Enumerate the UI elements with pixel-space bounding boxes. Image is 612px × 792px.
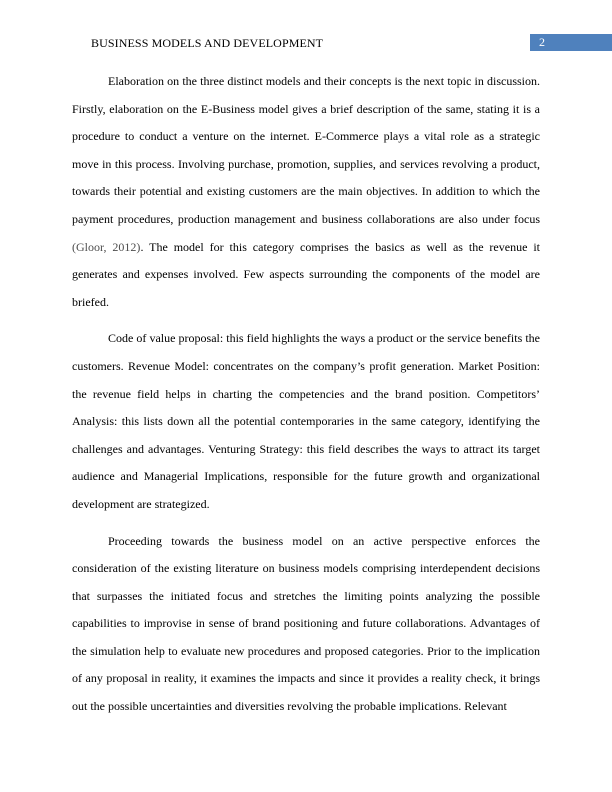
paragraph-3: Proceeding towards the business model on an active perspective enforces the consideration of the existing literature on business models comprising interdependent decisions that surpasses the initiated focus and stretches the limiting points analyzing the possible capabilities to improvise in sense of brand positioning and future collaborations. Advantages of the simulation help to evaluate new procedures and proposed categories. Prior to the implication of any proposal in reality, it examines the impacts and since it provides a reality check, it brings out the possible uncertainties and diversities revolving the probable implications. Relevant xyxy=(72,533,540,714)
page-number: 2 xyxy=(539,35,545,49)
paragraph-1-text-start: Elaboration on the three distinct models and their concepts is the next topic in discussion. Firstly, elaboration on the E-Business model gives a brief description of the same, stating it is a procedure to conduct a venture on the internet. E-Commerce plays a vital role as a strategic move in this process. Involving purchase, promotion, supplies, and services revolving a product, towards their potential and existing customers are the main objectives. In addition to which the payment procedures, production management and business collaborations are also under focus xyxy=(72,74,540,226)
page-number-box xyxy=(530,34,612,51)
paragraph-1 xyxy=(72,68,540,316)
document-body xyxy=(72,68,540,721)
running-head: BUSINESS MODELS AND DEVELOPMENT xyxy=(91,36,324,50)
page-header xyxy=(0,34,612,52)
citation-link: (Gloor, 2012) xyxy=(72,239,141,254)
paragraph-2: Code of value proposal: this field highlights the ways a product or the service benefits the customers. Revenue Model: concentrates on the company’s profit generation. Market Position: the revenue field helps in charting the competencies and the brand position. Competitors’ Analysis: this lists down all the potential contemporaries in the same category, identifying the challenges and advantages. Venturing Strategy: this field describes the ways to attract its target audience and Managerial Implications, responsible for the future growth and organizational development are strategized. xyxy=(72,331,540,511)
paragraph-1-text-end: . The model for this category comprises the basics as well as the revenue it generates and expenses involved. Few aspects surrounding the components of the model are briefed. xyxy=(72,239,540,309)
